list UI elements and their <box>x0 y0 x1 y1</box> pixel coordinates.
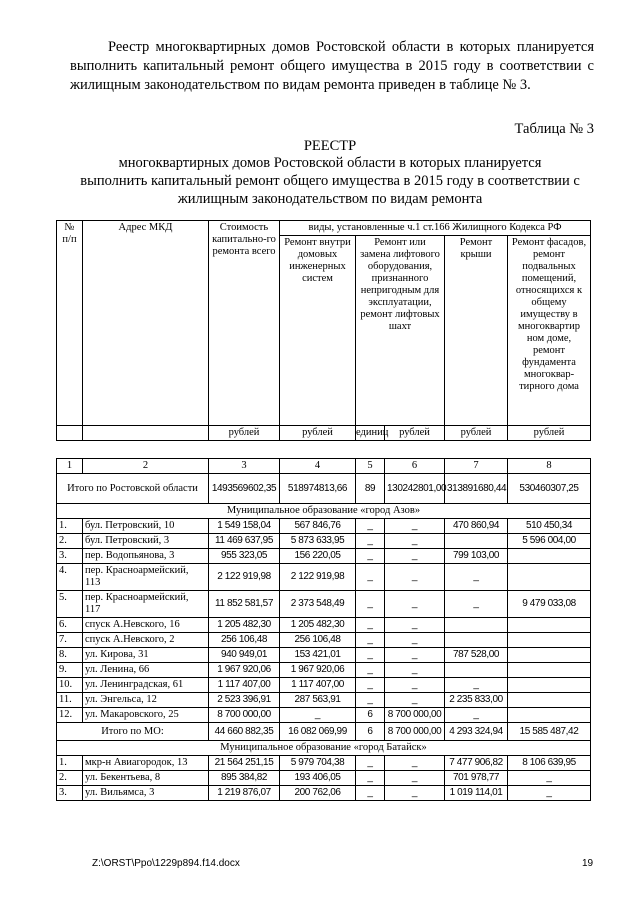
table-row <box>57 618 591 633</box>
row-facade <box>508 618 591 633</box>
column-number: 1 <box>57 459 83 474</box>
row-units: _ <box>356 564 385 591</box>
row-address: ул. Ленина, 66 <box>83 663 209 678</box>
table-row <box>57 723 591 741</box>
column-number: 6 <box>385 459 445 474</box>
total-region-value: 89 <box>356 474 385 504</box>
total-region-value: 530460307,25 <box>508 474 591 504</box>
row-units: _ <box>356 756 385 771</box>
table-row <box>57 474 591 504</box>
row-number: 1. <box>57 519 83 534</box>
header-roof: Ремонт крыши <box>445 236 508 426</box>
total-region-label: Итого по Ростовской области <box>57 474 209 504</box>
row-facade: _ <box>508 786 591 801</box>
row-roof <box>445 618 508 633</box>
row-units: _ <box>356 648 385 663</box>
footer-path: Z:\ORST\Ppo\1229p894.f14.docx <box>92 858 240 869</box>
row-lift: _ <box>385 678 445 693</box>
row-roof: 470 860,94 <box>445 519 508 534</box>
row-units: 6 <box>356 708 385 723</box>
row-roof: 787 528,00 <box>445 648 508 663</box>
table-row <box>57 648 591 663</box>
header-no: № п/п <box>57 221 83 426</box>
row-total: 11 852 581,57 <box>209 591 280 618</box>
row-number: 2. <box>57 771 83 786</box>
row-eng: 1 205 482,30 <box>280 618 356 633</box>
row-facade <box>508 564 591 591</box>
row-address: спуск А.Невского, 2 <box>83 633 209 648</box>
row-units: _ <box>356 633 385 648</box>
table-row <box>57 564 591 591</box>
row-lift: _ <box>385 618 445 633</box>
row-number: 9. <box>57 663 83 678</box>
row-facade: _ <box>508 771 591 786</box>
table-row <box>57 633 591 648</box>
row-lift: _ <box>385 564 445 591</box>
row-total: 1 117 407,00 <box>209 678 280 693</box>
row-facade <box>508 678 591 693</box>
row-lift: _ <box>385 771 445 786</box>
row-lift: _ <box>385 663 445 678</box>
row-total: 1 549 158,04 <box>209 519 280 534</box>
row-total: 256 106,48 <box>209 633 280 648</box>
table-row <box>57 756 591 771</box>
row-units: _ <box>356 663 385 678</box>
row-lift: _ <box>385 633 445 648</box>
section-total-value: 15 585 487,42 <box>508 723 591 741</box>
row-total: 895 384,82 <box>209 771 280 786</box>
header-facade: Ремонт фасадов, ремонт подвальных помещений, относящихся к общему имуществу в многоквартир ном доме, ремонт фундамента многоквар-тирного дома <box>508 236 591 426</box>
row-facade <box>508 708 591 723</box>
row-lift: _ <box>385 591 445 618</box>
registry-subtitle-1: многоквартирных домов Ростовской области в которых планируется <box>118 155 542 171</box>
section-title: Муниципальное образование «город Азов» <box>57 504 591 519</box>
section-total-label: Итого по МО: <box>57 723 209 741</box>
row-roof: _ <box>445 564 508 591</box>
row-total: 21 564 251,15 <box>209 756 280 771</box>
row-address: пер. Красноармейский, 117 <box>83 591 209 618</box>
table-row <box>57 708 591 723</box>
total-region-value: 130242801,00 <box>385 474 445 504</box>
row-eng: 5 979 704,38 <box>280 756 356 771</box>
row-lift: _ <box>385 519 445 534</box>
table-row <box>57 693 591 708</box>
row-units: _ <box>356 591 385 618</box>
row-number: 2. <box>57 534 83 549</box>
row-eng: 1 967 920,06 <box>280 663 356 678</box>
row-address: ул. Вильямса, 3 <box>83 786 209 801</box>
row-facade: 8 106 639,95 <box>508 756 591 771</box>
row-total: 2 122 919,98 <box>209 564 280 591</box>
row-address: ул. Макаровского, 25 <box>83 708 209 723</box>
table-row <box>57 591 591 618</box>
row-lift: _ <box>385 756 445 771</box>
section-total-value: 44 660 882,35 <box>209 723 280 741</box>
row-total: 1 205 482,30 <box>209 618 280 633</box>
section-title: Муниципальное образование «город Батайск» <box>57 741 591 756</box>
row-eng: _ <box>280 708 356 723</box>
row-roof: 799 103,00 <box>445 549 508 564</box>
table-row <box>57 663 591 678</box>
column-number: 2 <box>83 459 209 474</box>
row-number: 4. <box>57 564 83 591</box>
row-number: 8. <box>57 648 83 663</box>
row-total: 1 219 876,07 <box>209 786 280 801</box>
row-eng: 256 106,48 <box>280 633 356 648</box>
row-roof: 1 019 114,01 <box>445 786 508 801</box>
row-facade <box>508 648 591 663</box>
row-address: пер. Красноармейский, 113 <box>83 564 209 591</box>
page-number: 19 <box>582 858 594 869</box>
row-address: мкр-н Авиагородок, 13 <box>83 756 209 771</box>
section-total-value: 8 700 000,00 <box>385 723 445 741</box>
row-roof: _ <box>445 678 508 693</box>
row-roof: 7 477 906,82 <box>445 756 508 771</box>
row-total: 940 949,01 <box>209 648 280 663</box>
row-eng: 287 563,91 <box>280 693 356 708</box>
row-number: 3. <box>57 786 83 801</box>
row-total: 1 967 920,06 <box>209 663 280 678</box>
registry-subtitle-2: выполнить капитальный ремонт общего имущества в 2015 году в соответствии с <box>80 173 580 189</box>
row-address: ул. Энгельса, 12 <box>83 693 209 708</box>
table-row <box>57 678 591 693</box>
unit-lift-count: единиц <box>356 426 385 441</box>
column-number: 4 <box>280 459 356 474</box>
row-facade <box>508 693 591 708</box>
row-address: ул. Кирова, 31 <box>83 648 209 663</box>
row-total: 955 323,05 <box>209 549 280 564</box>
row-roof <box>445 534 508 549</box>
row-units: _ <box>356 549 385 564</box>
table-row <box>57 741 591 756</box>
data-table <box>56 458 591 801</box>
unit-lift: рублей <box>385 426 445 441</box>
row-number: 1. <box>57 756 83 771</box>
row-total: 8 700 000,00 <box>209 708 280 723</box>
row-number: 5. <box>57 591 83 618</box>
total-region-value: 313891680,44 <box>445 474 508 504</box>
row-facade: 9 479 033,08 <box>508 591 591 618</box>
row-eng: 200 762,06 <box>280 786 356 801</box>
row-units: _ <box>356 519 385 534</box>
unit-facade: рублей <box>508 426 591 441</box>
row-number: 3. <box>57 549 83 564</box>
row-number: 12. <box>57 708 83 723</box>
row-total: 11 469 637,95 <box>209 534 280 549</box>
row-facade <box>508 633 591 648</box>
row-facade: 510 450,34 <box>508 519 591 534</box>
row-lift: _ <box>385 549 445 564</box>
row-address: бул. Петровский, 10 <box>83 519 209 534</box>
table-row <box>57 504 591 519</box>
row-units: _ <box>356 693 385 708</box>
column-number: 7 <box>445 459 508 474</box>
row-facade: 5 596 004,00 <box>508 534 591 549</box>
row-address: ул. Ленинградская, 61 <box>83 678 209 693</box>
header-repair-types: виды, установленные ч.1 ст.166 Жилищного Кодекса РФ <box>280 221 591 236</box>
row-units: _ <box>356 678 385 693</box>
column-number: 8 <box>508 459 591 474</box>
row-roof: 2 235 833,00 <box>445 693 508 708</box>
row-lift: _ <box>385 786 445 801</box>
row-lift: _ <box>385 693 445 708</box>
row-address: пер. Водопьянова, 3 <box>83 549 209 564</box>
row-roof <box>445 663 508 678</box>
registry-subtitle-3: жилищным законодательством по видам ремонта <box>177 191 483 207</box>
row-units: _ <box>356 786 385 801</box>
column-number: 3 <box>209 459 280 474</box>
total-region-value: 1493569602,35 <box>209 474 280 504</box>
row-lift: 8 700 000,00 <box>385 708 445 723</box>
table-number: Таблица № 3 <box>514 121 594 137</box>
unit-engineering: рублей <box>280 426 356 441</box>
row-facade <box>508 663 591 678</box>
section-total-value: 6 <box>356 723 385 741</box>
unit-roof: рублей <box>445 426 508 441</box>
header-total-cost: Стоимость капитально-го ремонта всего <box>209 221 280 426</box>
row-address: ул. Бекентьева, 8 <box>83 771 209 786</box>
row-eng: 5 873 633,95 <box>280 534 356 549</box>
row-units: _ <box>356 771 385 786</box>
row-total: 2 523 396,91 <box>209 693 280 708</box>
total-region-value: 518974813,66 <box>280 474 356 504</box>
table-row <box>57 771 591 786</box>
row-units: _ <box>356 534 385 549</box>
header-engineering: Ремонт внутри домовых инженерных систем <box>280 236 356 426</box>
row-eng: 1 117 407,00 <box>280 678 356 693</box>
row-roof: _ <box>445 708 508 723</box>
section-total-value: 16 082 069,99 <box>280 723 356 741</box>
row-roof <box>445 633 508 648</box>
row-eng: 153 421,01 <box>280 648 356 663</box>
section-total-value: 4 293 324,94 <box>445 723 508 741</box>
row-eng: 2 373 548,49 <box>280 591 356 618</box>
header-lift: Ремонт или замена лифтового оборудования, признанного непригодным для эксплуатации, ремонт лифтовых шахт <box>356 236 445 426</box>
unit-total: рублей <box>209 426 280 441</box>
table-row <box>57 519 591 534</box>
row-address: бул. Петровский, 3 <box>83 534 209 549</box>
row-units: _ <box>356 618 385 633</box>
row-eng: 193 406,05 <box>280 771 356 786</box>
row-eng: 156 220,05 <box>280 549 356 564</box>
header-table <box>56 220 591 441</box>
table-row <box>57 549 591 564</box>
row-roof: _ <box>445 591 508 618</box>
row-number: 10. <box>57 678 83 693</box>
row-address: спуск А.Невского, 16 <box>83 618 209 633</box>
row-facade <box>508 549 591 564</box>
table-row <box>57 786 591 801</box>
row-number: 7. <box>57 633 83 648</box>
row-eng: 2 122 919,98 <box>280 564 356 591</box>
header-address: Адрес МКД <box>83 221 209 426</box>
row-lift: _ <box>385 534 445 549</box>
row-number: 6. <box>57 618 83 633</box>
table-row <box>57 459 591 474</box>
row-eng: 567 846,76 <box>280 519 356 534</box>
row-roof: 701 978,77 <box>445 771 508 786</box>
intro-paragraph: Реестр многоквартирных домов Ростовской области в которых планируется выполнить капитальный ремонт общего имущества в 2015 году в соответствии с жилищным законодательством по видам ремонта приведен в таблице № 3. <box>70 39 594 93</box>
row-lift: _ <box>385 648 445 663</box>
column-number: 5 <box>356 459 385 474</box>
table-row <box>57 534 591 549</box>
row-number: 11. <box>57 693 83 708</box>
registry-title: РЕЕСТР <box>303 138 357 154</box>
